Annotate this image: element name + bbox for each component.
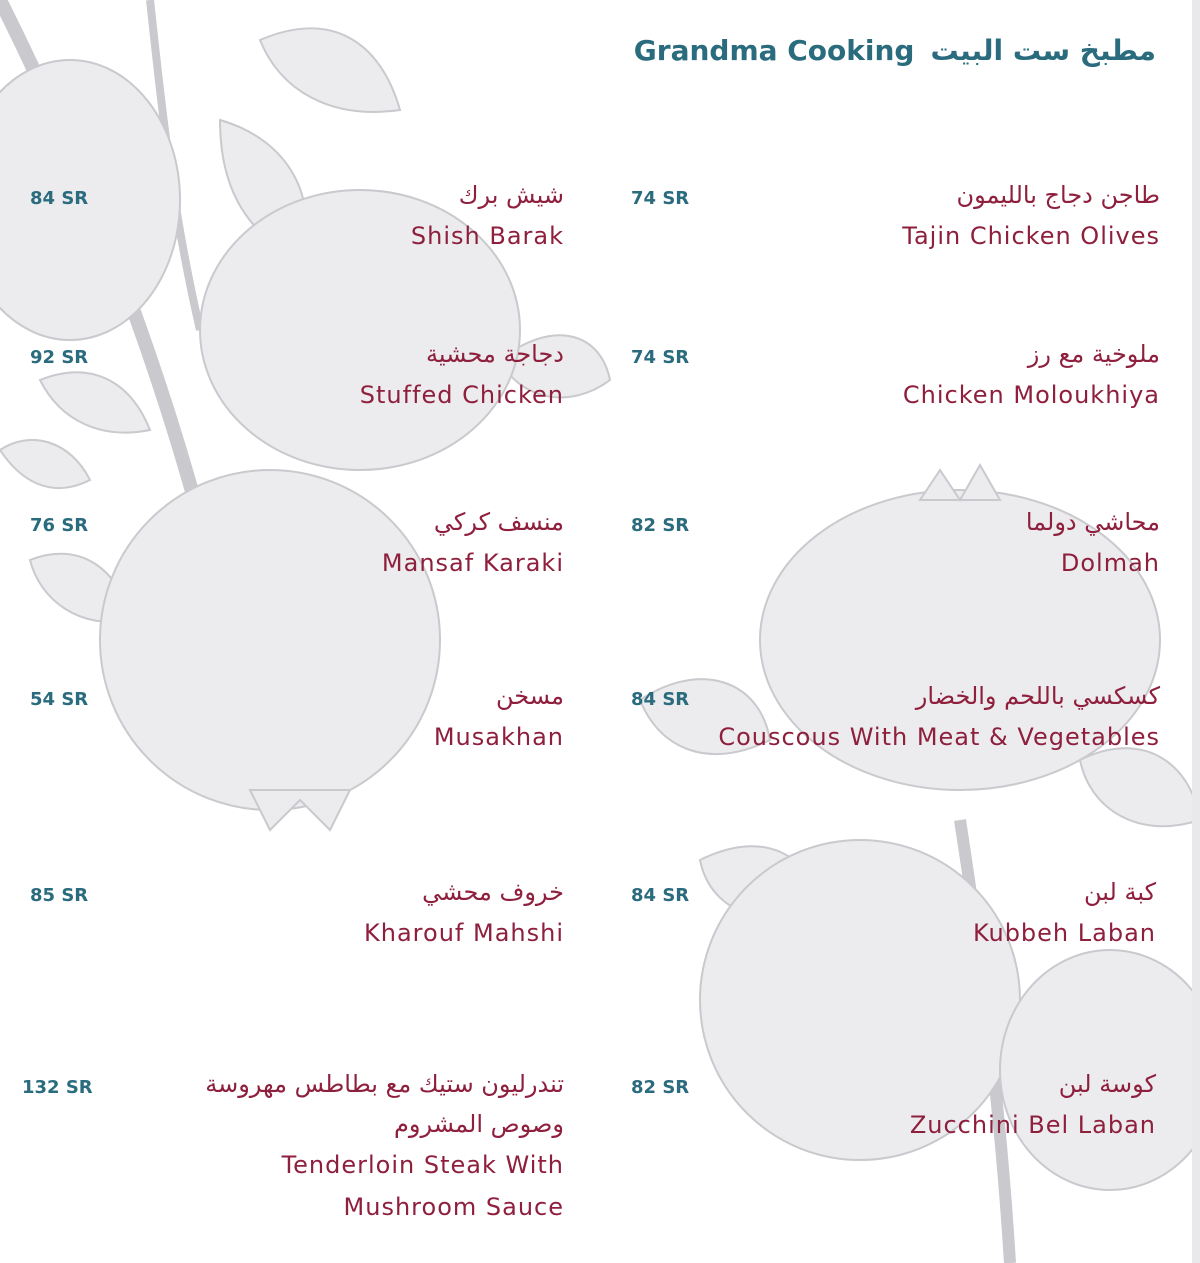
menu-item — [411, 175, 564, 257]
price: 54 SR — [30, 689, 89, 710]
menu-item — [364, 872, 564, 954]
dish-name-ar: مسخن — [495, 682, 564, 710]
dish-name-en: Chicken Moloukhiya — [902, 381, 1160, 409]
dish-name-ar: كوسة لبن — [1058, 1070, 1156, 1098]
menu-item — [382, 502, 564, 584]
page-edge — [1192, 0, 1200, 1263]
menu-item — [1026, 502, 1160, 584]
dish-name-en: Tenderloin Steak With — [281, 1151, 564, 1179]
dish-name-en: Couscous With Meat & Vegetables — [718, 723, 1160, 751]
dish-name-ar: منسف كركي — [433, 508, 564, 536]
dish-name-ar: طاجن دجاج بالليمون — [956, 181, 1160, 209]
menu-item — [903, 334, 1160, 416]
dish-name-ar: خروف محشي — [422, 878, 564, 906]
dish-name-en: Tajin Chicken Olives — [902, 222, 1160, 250]
dish-name-ar: كبة لبن — [1084, 878, 1156, 906]
dish-name-en: Stuffed Chicken — [359, 381, 564, 409]
dish-name-en: Dolmah — [1060, 549, 1160, 577]
dish-name-ar: وصوص المشروم — [394, 1110, 564, 1138]
dish-name-ar: تندرليون ستيك مع بطاطس مهروسة — [205, 1070, 564, 1098]
dish-name-en: Mushroom Sauce — [343, 1193, 564, 1221]
dish-name-en: Shish Barak — [410, 222, 564, 250]
menu-item — [718, 676, 1160, 758]
menu-item — [434, 676, 564, 758]
price: 82 SR — [631, 1077, 690, 1098]
dish-name-en: Mansaf Karaki — [381, 549, 564, 577]
price: 76 SR — [30, 515, 89, 536]
price: 92 SR — [30, 347, 89, 368]
price: 84 SR — [631, 689, 690, 710]
dish-name-en: Musakhan — [433, 723, 564, 751]
price: 84 SR — [631, 885, 690, 906]
price: 82 SR — [631, 515, 690, 536]
section-title — [634, 30, 1156, 72]
price: 84 SR — [30, 188, 89, 209]
price: 74 SR — [631, 347, 690, 368]
dish-name-en: Kharouf Mahshi — [364, 919, 564, 947]
section-title-en: Grandma Cooking — [633, 34, 915, 67]
dish-name-en: Zucchini Bel Laban — [909, 1111, 1156, 1139]
dish-name-ar: دجاجة محشية — [425, 340, 564, 368]
dish-name-ar: محاشي دولما — [1025, 508, 1160, 536]
section-title-ar: مطبخ ست البيت — [930, 34, 1156, 67]
menu-item — [360, 334, 564, 416]
dish-name-ar: كسكسي باللحم والخضار — [915, 682, 1160, 710]
menu-item — [973, 872, 1156, 954]
dish-name-ar: شيش برك — [458, 181, 564, 209]
price: 85 SR — [30, 885, 89, 906]
dish-name-ar: ملوخية مع رز — [1027, 340, 1160, 368]
price: 132 SR — [22, 1077, 93, 1098]
price: 74 SR — [631, 188, 690, 209]
menu-item — [910, 1064, 1156, 1146]
menu-item — [205, 1064, 564, 1228]
dish-name-en: Kubbeh Laban — [972, 919, 1156, 947]
menu-item — [902, 175, 1160, 257]
